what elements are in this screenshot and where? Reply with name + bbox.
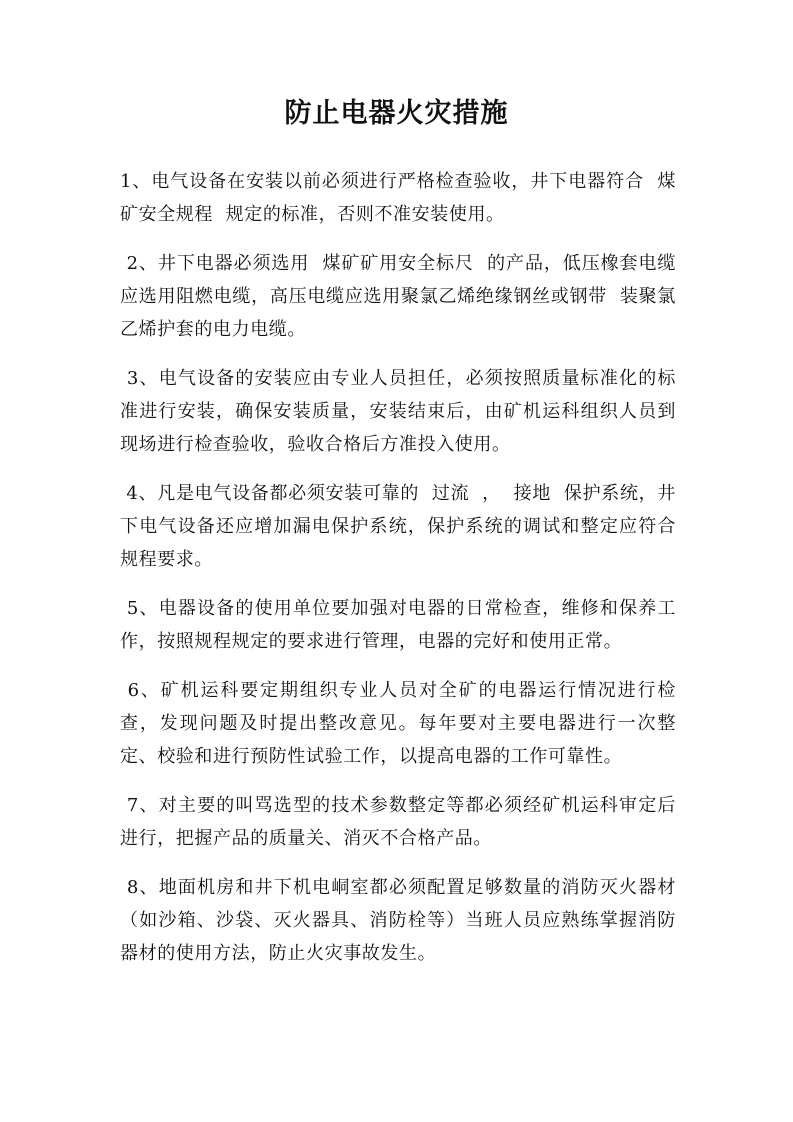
paragraph-1: 1、电气设备在安装以前必须进行严格检查验收，井下电器符合 煤矿安全规程 规定的标准，否则不准安装使用。 xyxy=(120,171,676,225)
document-title: 防止电器火灾措施 xyxy=(284,98,509,129)
document-body xyxy=(120,165,676,986)
paragraph-3: 3、电气设备的安装应由专业人员担任，必须按照质量标准化的标准进行安装，确保安装质量，安装结束后，由矿机运科组织人员到现场进行检查验收，验收合格后方准投入使用。 xyxy=(120,368,676,455)
paragraph-5: 5、电器设备的使用单位要加强对电器的日常检查，维修和保养工作，按照规程规定的要求进行管理，电器的完好和使用正常。 xyxy=(120,598,676,652)
paragraph-7: 7、对主要的叫骂选型的技术参数整定等都必须经矿机运科审定后进行，把握产品的质量关、消灭不合格产品。 xyxy=(120,795,676,849)
paragraph-8: 8、地面机房和井下机电峒室都必须配置足够数量的消防灭火器材（如沙箱、沙袋、灭火器具、消防栓等）当班人员应熟练掌握消防器材的使用方法，防止火灾事故发生。 xyxy=(120,877,676,964)
paragraph-2: 2、井下电器必须选用 煤矿矿用安全标尺 的产品，低压橡套电缆应选用阻燃电缆，高压电缆应选用聚氯乙烯绝缘钢丝或钢带 装聚氯乙烯护套的电力电缆。 xyxy=(120,253,676,340)
paragraph-6: 6、矿机运科要定期组织专业人员对全矿的电器运行情况进行检查，发现问题及时提出整改意见。每年要对主要电器进行一次整定、校验和进行预防性试验工作，以提高电器的工作可靠性。 xyxy=(120,680,676,767)
paragraph-4: 4、凡是电气设备都必须安装可靠的 过流 ， 接地 保护系统，井下电气设备还应增加漏电保护系统，保护系统的调试和整定应符合规程要求。 xyxy=(120,483,676,570)
